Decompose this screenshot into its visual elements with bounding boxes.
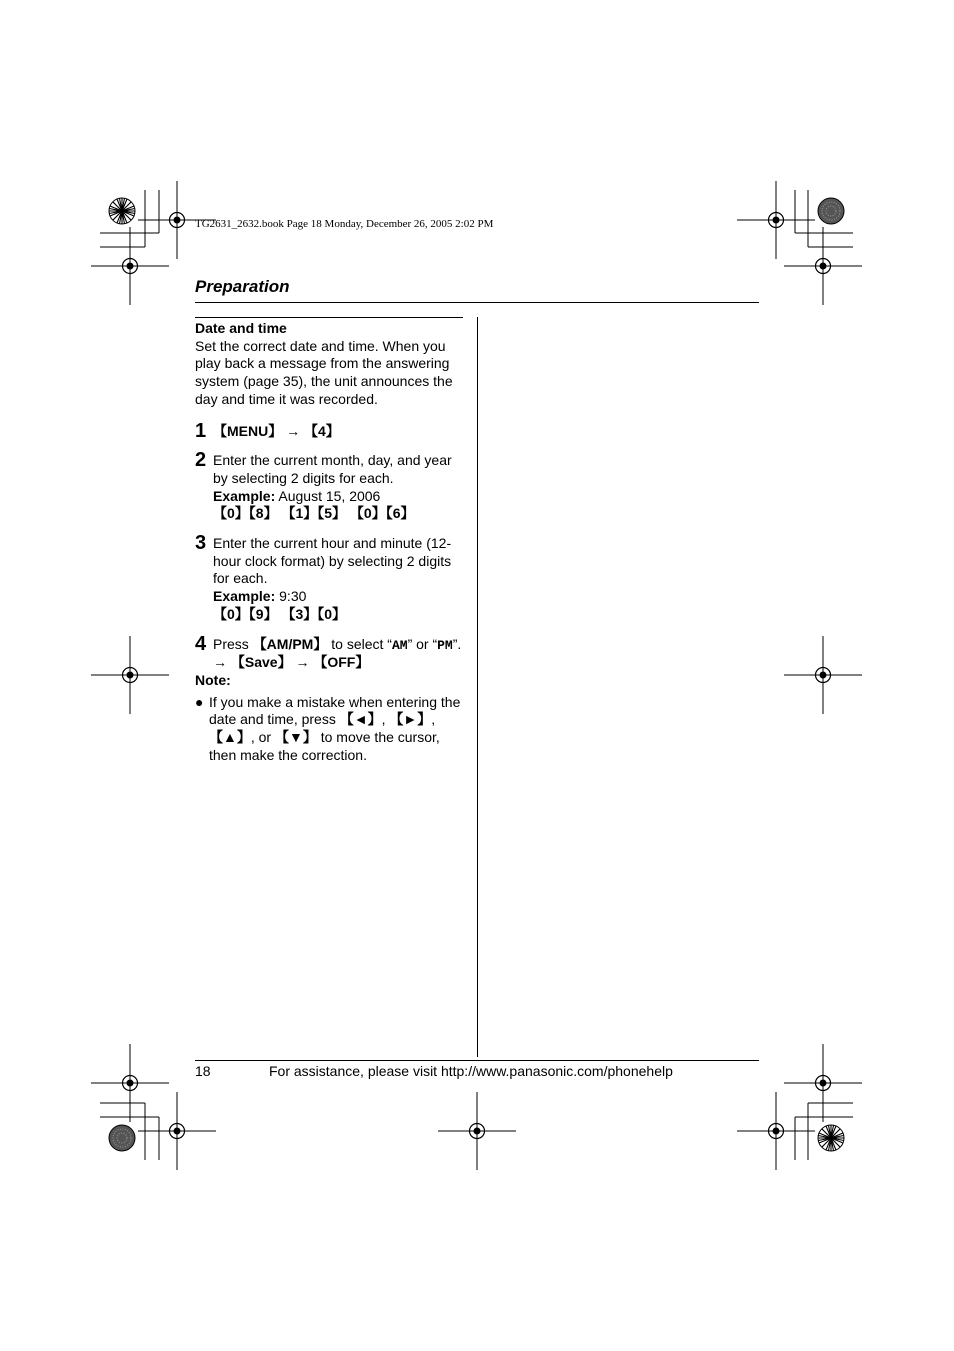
section-title: Preparation	[195, 277, 290, 296]
bullet-icon: ●	[195, 693, 204, 710]
print-header: TG2631_2632.book Page 18 Monday, December 26, 2005 2:02 PM	[195, 218, 494, 230]
step-text: Enter the current hour and minute (12-hour clock format) by selecting 2 digits for each.	[213, 535, 452, 587]
header-rule	[195, 302, 759, 303]
sep: , or	[250, 729, 275, 746]
right-key: 【►】	[389, 711, 432, 728]
end-text: ”.	[452, 635, 462, 652]
pm-display: PM	[437, 637, 453, 653]
step-keys: → 【Save】 → 【OFF】	[213, 654, 370, 671]
step-keys: 【MENU】 → 【4】	[213, 422, 340, 439]
step-4	[195, 632, 463, 672]
sep: ,	[381, 711, 390, 728]
step-number: 1	[195, 419, 207, 442]
column-divider	[477, 317, 478, 1057]
footer-rule	[195, 1060, 759, 1061]
step-number: 3	[195, 532, 207, 555]
left-key: 【◄】	[339, 711, 382, 728]
subsection-rule	[195, 317, 463, 318]
step-keys: 【0】【8】 【1】【5】 【0】【6】	[213, 505, 415, 522]
sep: ,	[431, 711, 436, 728]
am-display: AM	[391, 637, 408, 653]
step-keys: 【0】【9】 【3】【0】	[213, 605, 347, 622]
step-1	[195, 419, 463, 442]
example-value: 9:30	[275, 588, 307, 605]
date-time-heading: Date and time	[195, 320, 287, 336]
step-text	[213, 636, 463, 655]
step-number: 2	[195, 449, 207, 472]
step-number: 4	[195, 632, 207, 655]
note-part2: to move the cursor, then make the correction.	[209, 729, 440, 763]
select-text: to select “	[327, 635, 392, 652]
step-3	[195, 532, 463, 624]
step-example	[213, 488, 463, 506]
example-value: August 15, 2006	[275, 487, 381, 504]
note-part1: If you make a mistake when entering the date and time, press	[209, 693, 461, 728]
assistance-text: For assistance, please visit http://www.panasonic.com/phonehelp	[269, 1063, 673, 1079]
note-heading: Note:	[195, 671, 231, 688]
up-key: 【▲】	[209, 729, 251, 746]
note-bullet	[195, 694, 463, 765]
or-text: ” or “	[407, 635, 438, 652]
example-label: Example:	[213, 487, 276, 504]
press-text: Press	[213, 635, 253, 652]
date-time-intro: Set the correct date and time. When you play back a message from the answering system (page 35), the unit announces the day and time it was recorded.	[195, 337, 453, 407]
page-number: 18	[195, 1063, 211, 1079]
down-key: 【▼】	[274, 729, 317, 746]
step-text: Enter the current month, day, and year by selecting 2 digits for each.	[213, 452, 452, 486]
example-label: Example:	[213, 588, 276, 605]
note-text	[209, 694, 463, 765]
step-2	[195, 449, 463, 523]
ampm-key: 【AM/PM】	[252, 635, 328, 652]
left-column	[195, 320, 463, 764]
step-example	[213, 588, 463, 606]
